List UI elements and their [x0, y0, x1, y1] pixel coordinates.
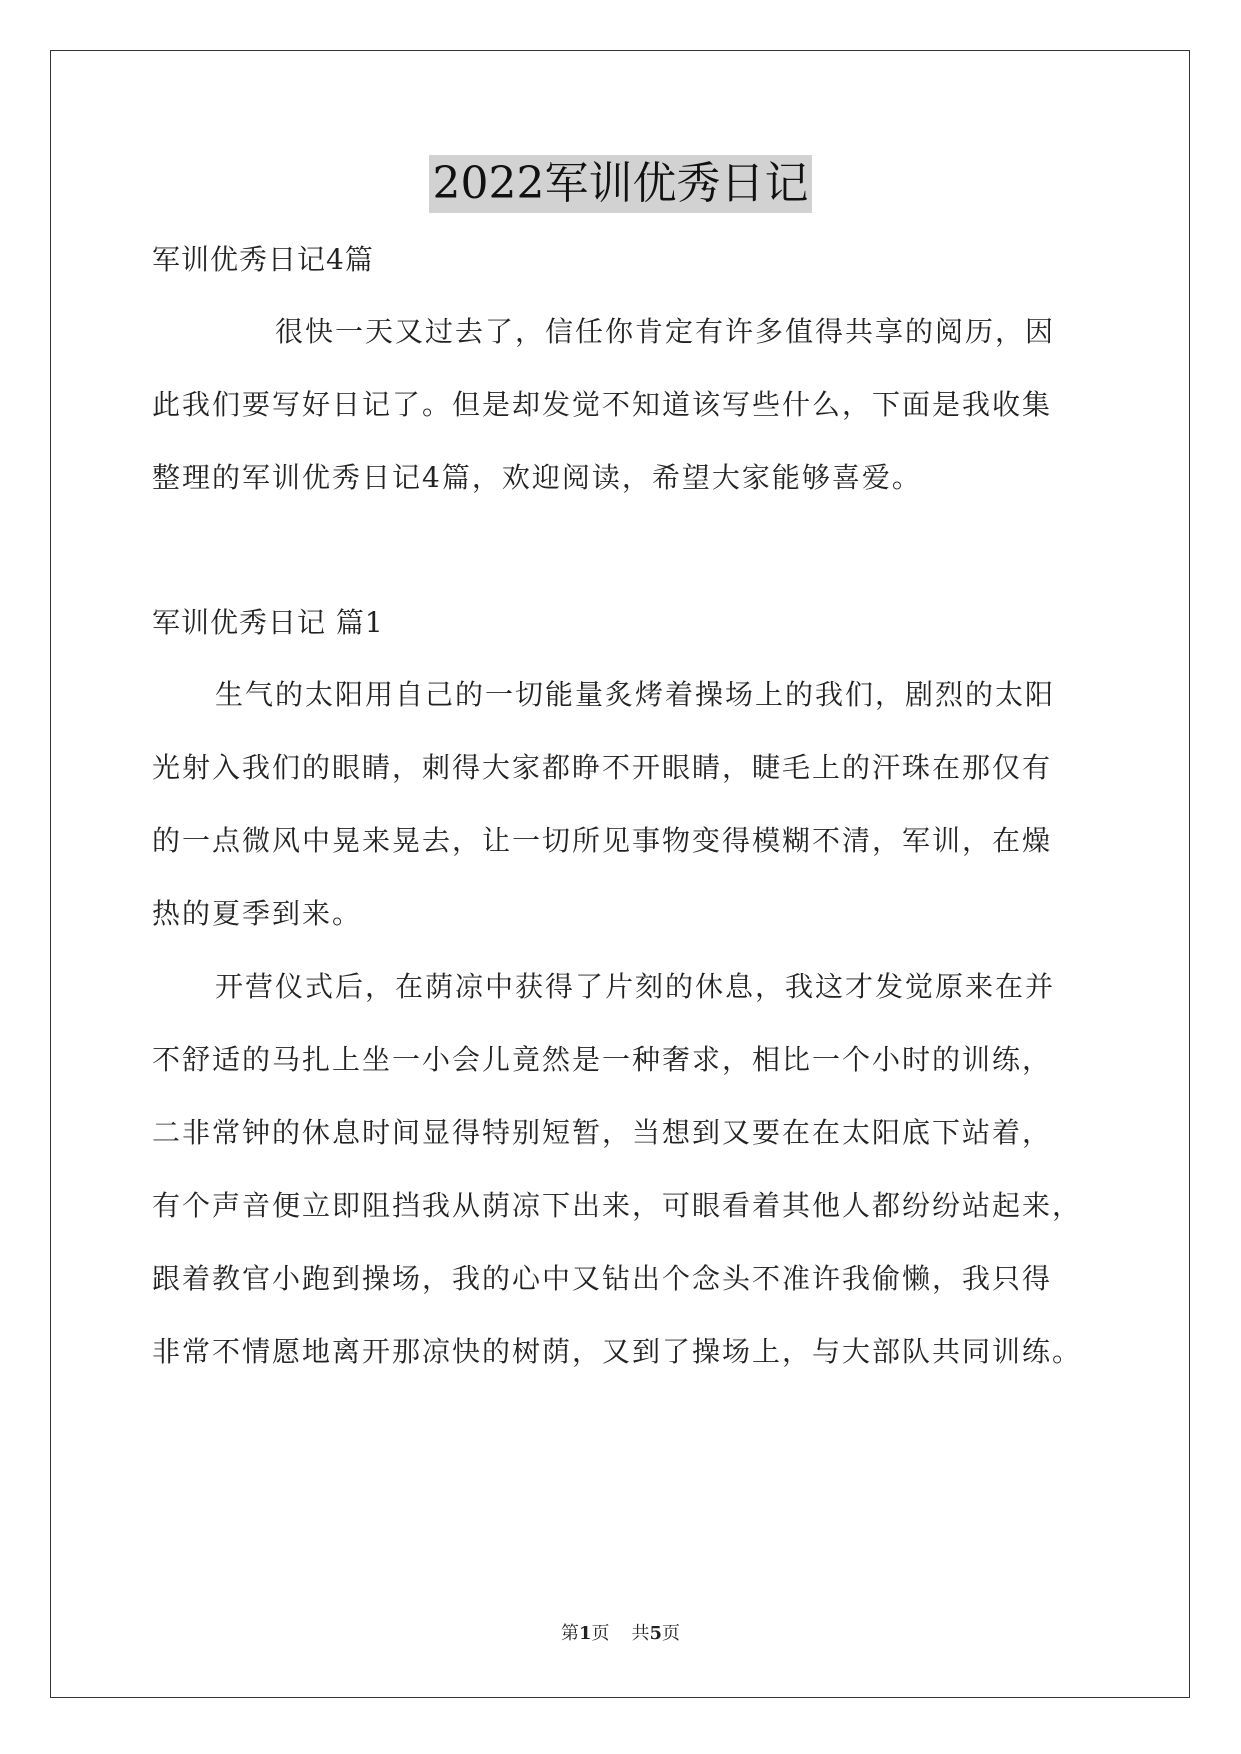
page-total: 5 [649, 1623, 663, 1644]
paragraph2-line-4: 有个声音便立即阻挡我从荫凉下出来，可眼看着其他人都纷纷站起来， [152, 1189, 1083, 1222]
intro-line-2: 此我们要写好日记了。但是却发觉不知道该写些什么，下面是我收集 [152, 388, 1053, 421]
page-footer [0, 1622, 1241, 1646]
total-prefix: 共 [631, 1623, 650, 1644]
document-subtitle: 军训优秀日记4篇 [152, 243, 374, 276]
intro-line-3: 整理的军训优秀日记4篇，欢迎阅读，希望大家能够喜爱。 [152, 461, 922, 494]
total-suffix: 页 [662, 1623, 681, 1644]
intro-line-1: 很快一天又过去了，信任你肯定有许多值得共享的阅历，因 [275, 315, 1056, 348]
page-suffix: 页 [591, 1623, 610, 1644]
document-title-text: 2022军训优秀日记 [429, 155, 813, 213]
paragraph1-line-4: 热的夏季到来。 [152, 897, 363, 930]
paragraph2-line-6: 非常不情愿地离开那凉快的树荫，又到了操场上，与大部队共同训练。 [152, 1335, 1083, 1368]
paragraph2-line-3: 二非常钟的休息时间显得特别短暂，当想到又要在在太阳底下站着， [152, 1116, 1053, 1149]
document-title [0, 155, 1241, 217]
paragraph2-line-1: 开营仪式后，在荫凉中获得了片刻的休息，我这才发觉原来在并 [215, 970, 1056, 1003]
paragraph1-line-2: 光射入我们的眼睛，刺得大家都睁不开眼睛，睫毛上的汗珠在那仅有 [152, 751, 1053, 784]
page-prefix: 第 [560, 1623, 579, 1644]
paragraph1-line-1: 生气的太阳用自己的一切能量炙烤着操场上的我们，剧烈的太阳 [215, 678, 1056, 711]
paragraph2-line-5: 跟着教官小跑到操场，我的心中又钻出个念头不准许我偷懒，我只得 [152, 1262, 1053, 1295]
page-current: 1 [578, 1623, 592, 1644]
paragraph1-line-3: 的一点微风中晃来晃去，让一切所见事物变得模糊不清，军训，在燥 [152, 824, 1053, 857]
section-heading: 军训优秀日记 篇1 [152, 606, 384, 639]
paragraph2-line-2: 不舒适的马扎上坐一小会儿竟然是一种奢求，相比一个小时的训练， [152, 1043, 1053, 1076]
page-border [50, 50, 1190, 1698]
